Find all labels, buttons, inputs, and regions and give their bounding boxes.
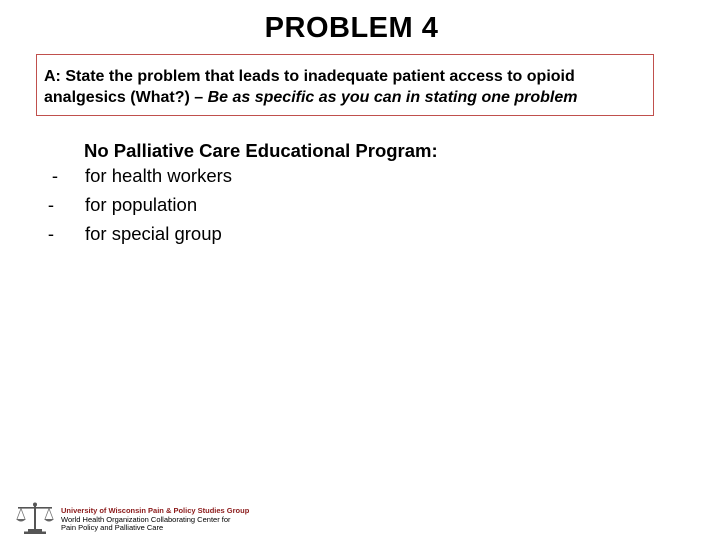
subheading: No Palliative Care Educational Program:: [84, 140, 438, 161]
list-item-text: for population: [85, 194, 198, 215]
list-bullet: -: [47, 194, 54, 215]
prompt-line-2-plain: analgesics (What?) –: [44, 89, 208, 106]
list-bullet: -: [51, 165, 58, 186]
footer-line-3: Pain Policy and Palliative Care: [61, 523, 164, 533]
list-bullet: -: [47, 223, 54, 244]
prompt-line-2-emphasis: Be as specific as you can in stating one problem: [207, 89, 578, 106]
prompt-line-2: [44, 87, 645, 108]
footer-line-1: University of Wisconsin Pain & Policy Studies Group: [61, 506, 250, 515]
prompt-line-1: A: State the problem that leads to inadequate patient access to opioid: [44, 68, 575, 85]
list-item-text: for special group: [85, 223, 222, 244]
footer-credits: [61, 507, 249, 533]
problem-prompt-box: [36, 54, 654, 116]
list-item-text: for health workers: [85, 165, 233, 186]
slide-title: PROBLEM 4: [264, 12, 439, 44]
footer-line-2: World Health Organization Collaborating Center for: [61, 514, 231, 524]
scales-of-justice-icon: [14, 501, 56, 535]
